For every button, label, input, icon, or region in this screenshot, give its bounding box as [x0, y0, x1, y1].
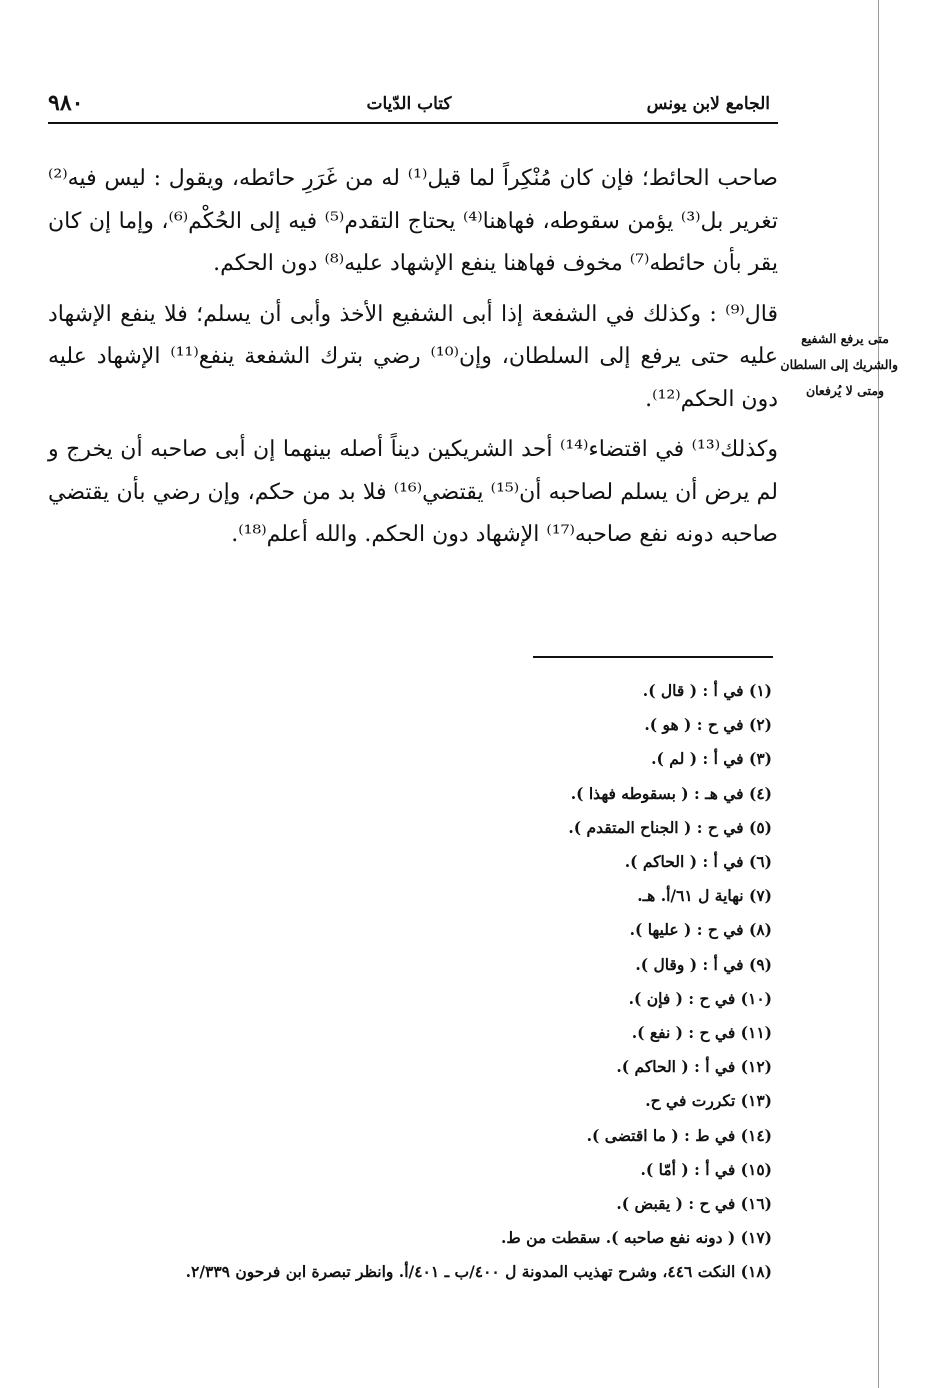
chapter-title: كتاب الدّيات [366, 94, 452, 114]
paragraph: وكذلك⁽¹³⁾ في اقتضاء⁽¹⁴⁾ أحد الشريكين ديناً أصله بينهما إن أبى صاحبه أن يخرج و لم يرض أن يسلم لصاحبه أن⁽¹⁵⁾ يقتضي⁽¹⁶⁾ فلا بد من حكم، وإن رضي بأن يقتضي صاحبه دونه نفع صاحبه⁽¹⁷⁾ الإشهاد دون الحكم. والله أعلم⁽¹⁸⁾. [48, 437, 778, 547]
footnote: (٢) في ح : ( هو ). [644, 715, 772, 735]
paragraph: صاحب الحائط؛ فإن كان مُنْكِراً لما قيل⁽¹⁾ له من غَرَرِ حائطه، ويقول : ليس فيه⁽²⁾ تغرير بل⁽³⁾ يؤمن سقوطه، فهاهنا⁽⁴⁾ يحتاج التقدم⁽⁵⁾ فيه إلى الحُكْم⁽⁶⁾، وإما إن كان يقر بأن حائطه⁽⁷⁾ مخوف فهاهنا ينفع الإشهاد عليه⁽⁸⁾ دون الحكم. [48, 166, 778, 276]
footnotes [48, 674, 772, 1290]
footnote: (١٣) تكررت في ح. [645, 1091, 772, 1111]
footnote: (١٦) في ح : ( يقبض ). [616, 1194, 772, 1214]
margin-note-line: ومتى لا يُرفعان [805, 383, 885, 398]
footnote: (١٤) في ط : ( ما اقتضى ). [586, 1125, 772, 1145]
page-edge-line [878, 0, 879, 1388]
footnote: (١٢) في أ : ( الحاكم ). [616, 1057, 772, 1077]
footnote: (١) في أ : ( قال ). [642, 681, 772, 700]
running-header [48, 90, 770, 120]
footnote-separator [533, 656, 773, 658]
margin-note-line: متى يرفع الشفيع [801, 331, 889, 346]
header-rule [48, 122, 778, 124]
main-text [48, 158, 778, 557]
footnote: (٥) في ح : ( الجناح المتقدم ). [568, 817, 772, 837]
footnote: (١١) في ح : ( نفع ). [631, 1023, 772, 1043]
footnote: (٩) في أ : ( وقال ). [635, 954, 772, 974]
footnote: (٤) في هـ : ( بسقوطه فهذا ). [570, 783, 772, 803]
footnote: (١٥) في أ : ( أمّا ). [640, 1159, 772, 1179]
page-number: ٩٨٠ [48, 90, 84, 116]
margin-note [780, 326, 898, 404]
paragraph: قال⁽⁹⁾ : وكذلك في الشفعة إذا أبى الشفيع الأخذ وأبى أن يسلم؛ فلا ينفع الإشهاد عليه حتى يرفع إلى السلطان، وإن⁽¹⁰⁾ رضي بترك الشفعة ينفع⁽¹¹⁾ الإشهاد عليه دون الحكم⁽¹²⁾. [48, 301, 778, 412]
footnote: (٨) في ح : ( عليها ). [629, 920, 772, 940]
margin-note-line: والشريك إلى السلطان [780, 357, 898, 372]
footnote: (١٠) في ح : ( فإن ). [628, 988, 772, 1008]
footnote: (٣) في أ : ( لم ). [651, 749, 772, 769]
footnote: (١٧) ( دونه نفع صاحبه ). سقطت من ط. [500, 1228, 772, 1248]
footnote: (٧) نهاية ل ٦١/أ. هـ. [637, 886, 772, 906]
footnote: (٦) في أ : ( الحاكم ). [624, 852, 772, 872]
book-title: الجامع لابن يونس [646, 94, 770, 114]
footnote: (١٨) النكت ٤٤٦، وشرح تهذيب المدونة ل ٤٠٠/ب ـ ٤٠١/أ. وانظر تبصرة ابن فرحون ٢/٣٣٩. [185, 1262, 772, 1282]
